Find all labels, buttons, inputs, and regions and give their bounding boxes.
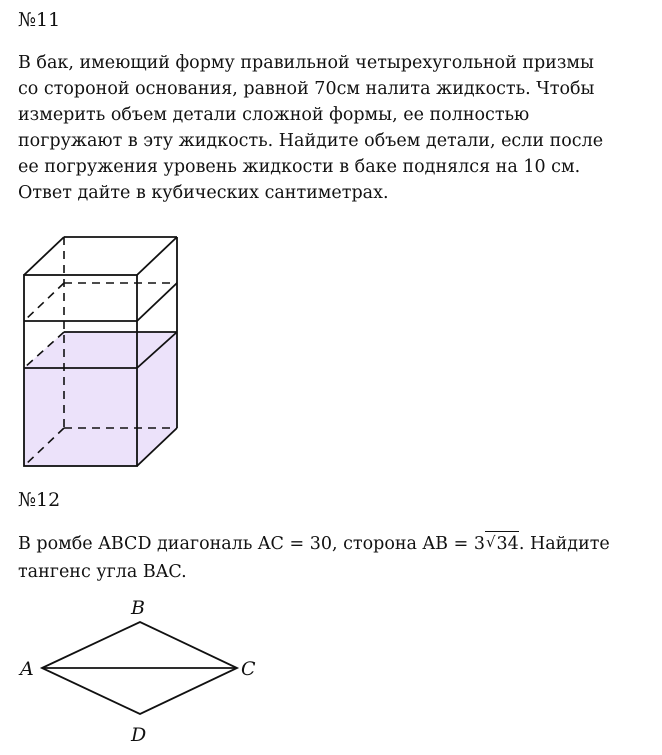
problem-11-text: В бак, имеющий форму правильной четырехугольной призмы со стороной основания, равной 70см налита жидкость. Чтобы измерить объем детали сложной формы, ее полностью погружают в эту жидкость. Найдите объем детали, если после ее погружения уровень жидкости в баке поднялся на 10 см. Ответ дайте в кубических сантиметрах. bbox=[18, 53, 604, 203]
vertex-label-a: A bbox=[20, 658, 34, 680]
sqrt-expression: √34 bbox=[485, 533, 519, 554]
vertex-label-d: D bbox=[131, 724, 147, 746]
problem-12-text-part2: . Найдите bbox=[518, 534, 610, 554]
vertex-label-b: B bbox=[131, 597, 145, 619]
vertex-label-c: C bbox=[241, 658, 256, 680]
problem-12-text-part1: В ромбе ABCD диагональ AC = 30, сторона AB = 3 bbox=[18, 534, 485, 554]
sqrt-value: 34 bbox=[496, 534, 519, 554]
problem-12-line-1 bbox=[18, 531, 658, 557]
problem-12-number: №12 bbox=[18, 489, 61, 511]
problem-11-number: №11 bbox=[18, 9, 61, 31]
prism-tank-figure bbox=[0, 225, 220, 475]
problem-12-line-2: тангенс угла BAC. bbox=[18, 562, 187, 582]
rhombus-figure bbox=[0, 595, 290, 755]
